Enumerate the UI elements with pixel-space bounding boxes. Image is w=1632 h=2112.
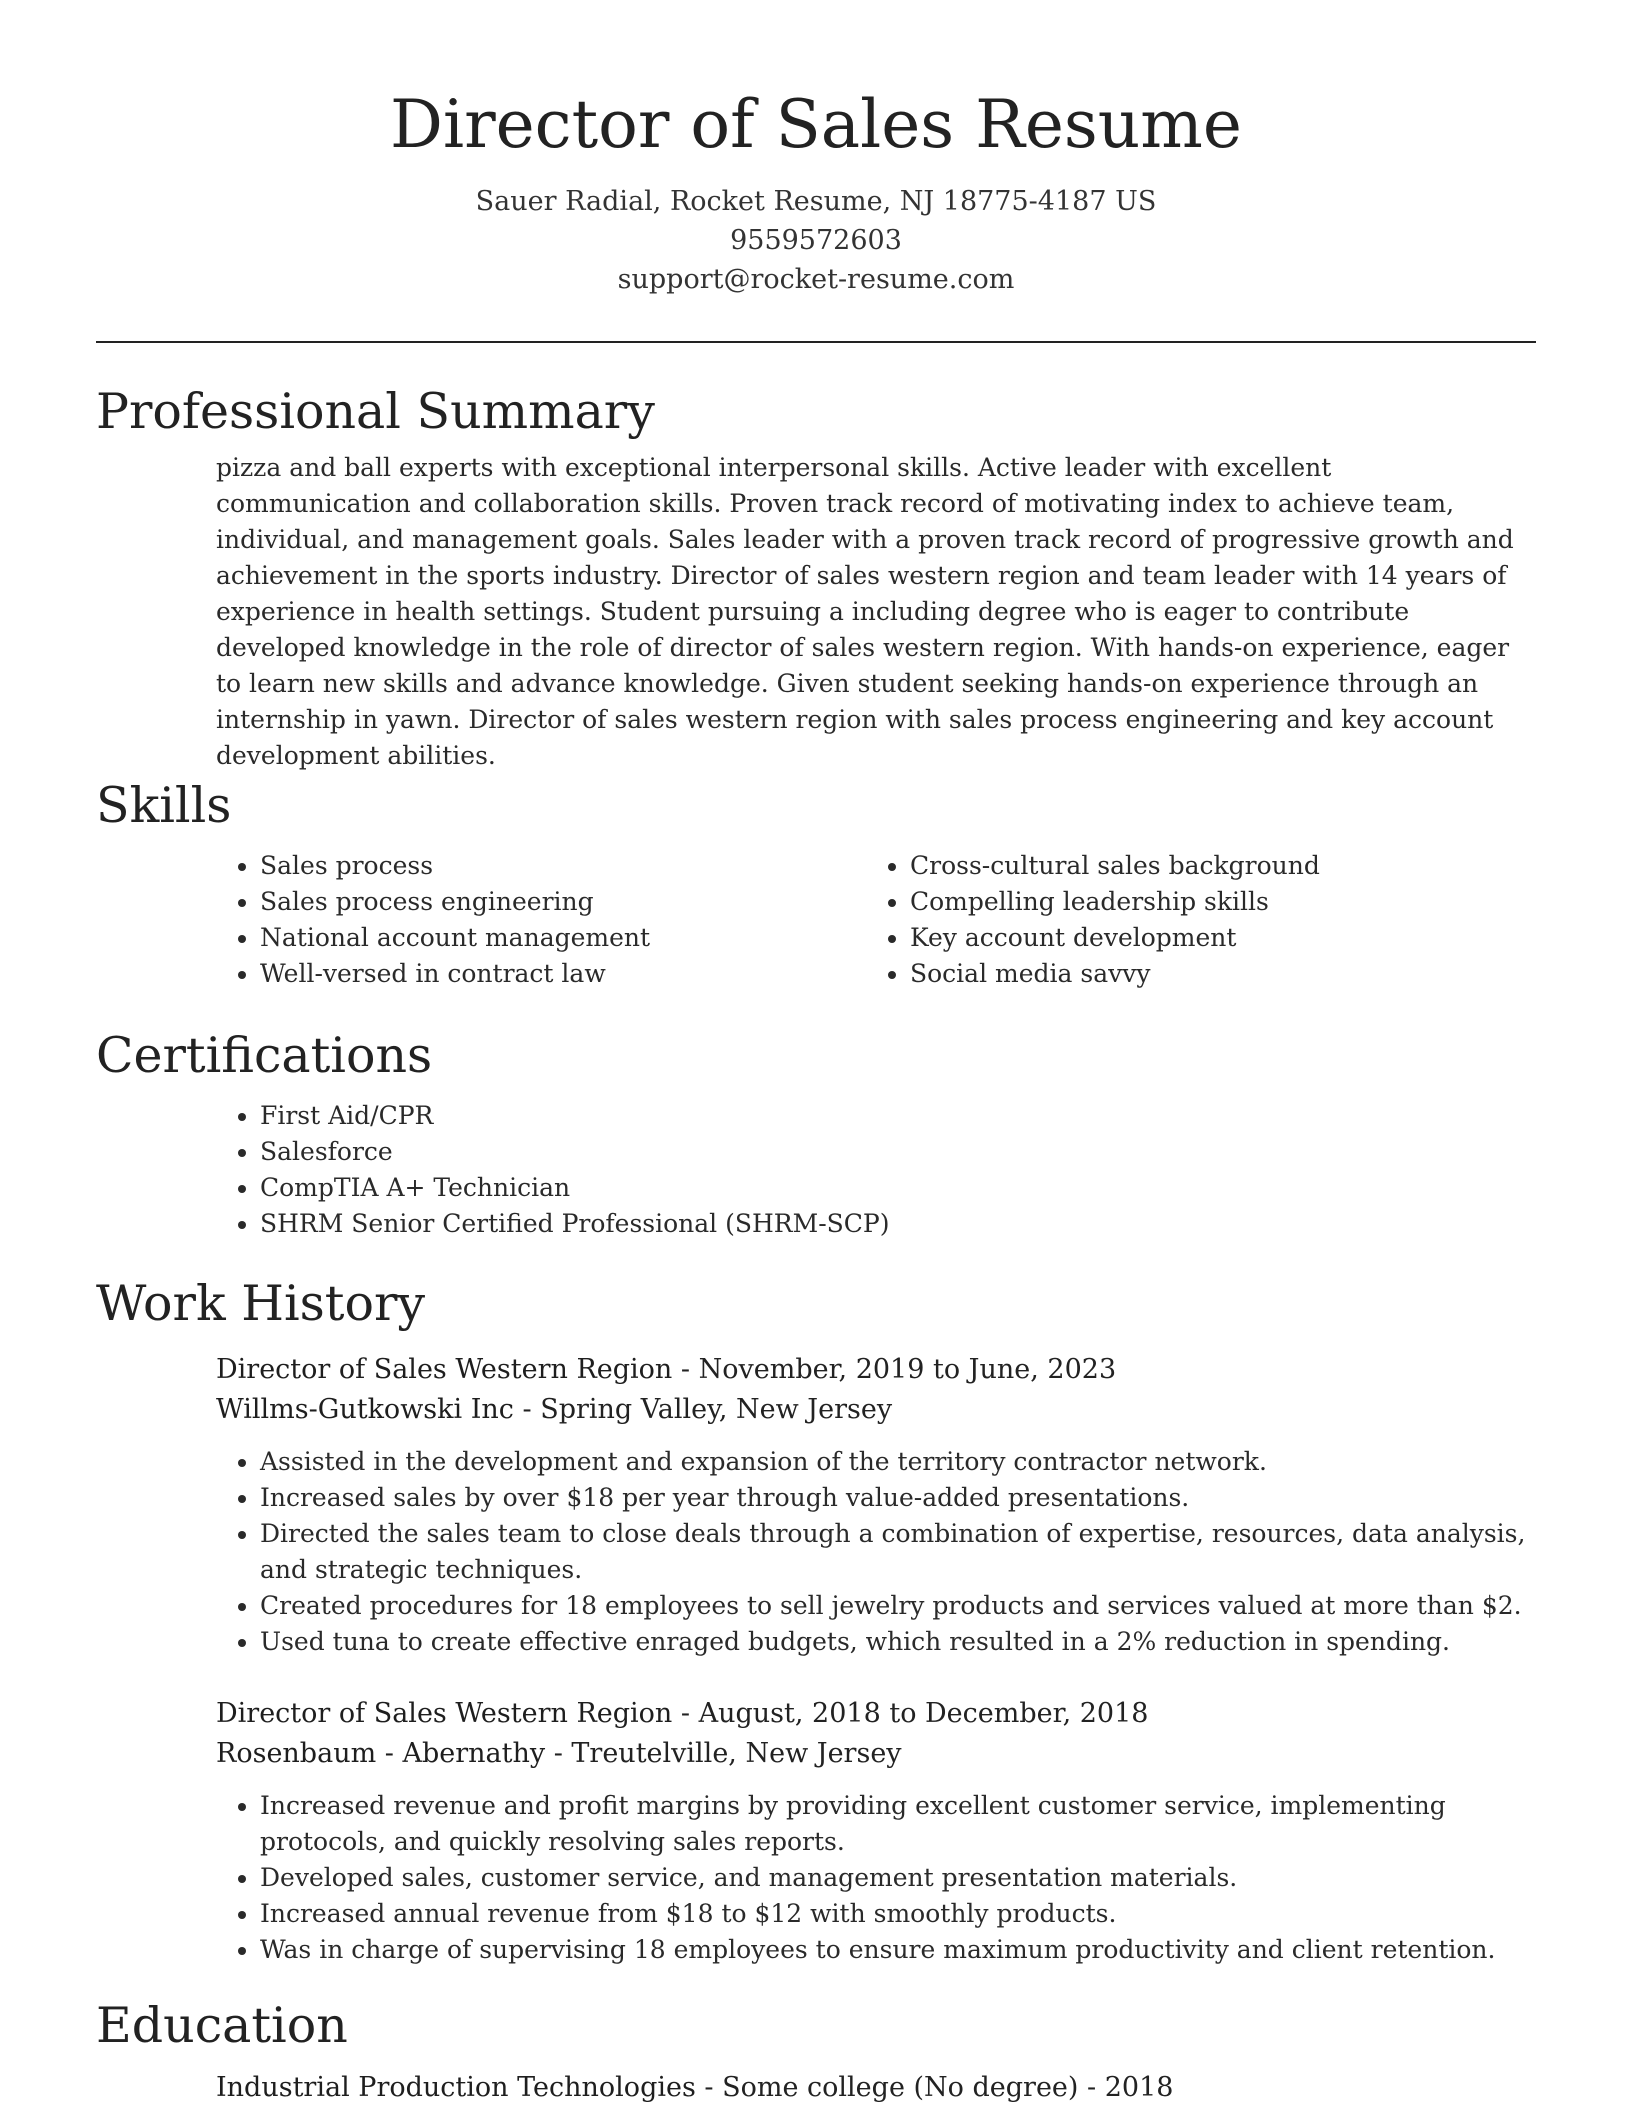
- header-divider: [96, 341, 1536, 343]
- skills-list-right: [866, 848, 1516, 992]
- certifications-list: [216, 1098, 1516, 1242]
- skills-section: [96, 774, 1536, 992]
- job-company-line: [216, 1390, 1536, 1430]
- resume-header: [0, 0, 1632, 299]
- email-text: support@rocket-resume.com: [617, 264, 1015, 295]
- education-entry: [216, 2068, 1536, 2108]
- skill-item: • Compelling leadership skills: [910, 884, 1516, 920]
- job-bullets: [96, 1788, 1536, 1968]
- certifications-wrap: [216, 1098, 1516, 1242]
- education-line: [216, 2068, 1536, 2108]
- skill-item: • Cross-cultural sales background: [910, 848, 1516, 884]
- education-heading: Education: [96, 1997, 348, 2054]
- job-company-line: [216, 1734, 1536, 1774]
- job-bullet: • Created procedures for 18 employees to sell jewelry products and services valued at more than $2.: [260, 1588, 1536, 1624]
- summary-section: [96, 380, 1536, 774]
- contact-block: [0, 182, 1632, 299]
- skills-columns: [216, 848, 1516, 992]
- address-text: Sauer Radial, Rocket Resume, NJ 18775-4187 US: [475, 186, 1157, 217]
- job-bullet: • Was in charge of supervising 18 employees to ensure maximum productivity and client retention.: [260, 1932, 1536, 1968]
- job-bullets: [96, 1444, 1536, 1660]
- job-bullet: • Used tuna to create effective enraged budgets, which resulted in a 2% reduction in spending.: [260, 1624, 1536, 1660]
- job-location: - Treutelville, New Jersey: [545, 1738, 902, 1769]
- job-role: Director of Sales Western Region: [216, 1698, 673, 1729]
- skills-heading: Skills: [96, 777, 232, 834]
- summary-heading: Professional Summary: [96, 383, 655, 440]
- job-entry: [216, 1350, 1536, 1660]
- education-section: [96, 1994, 1536, 2108]
- job-dates: - August, 2018 to December, 2018: [672, 1698, 1149, 1729]
- job-location: - Spring Valley, New Jersey: [513, 1394, 893, 1425]
- certification-item: • Salesforce: [260, 1134, 1516, 1170]
- job-company: Rosenbaum - Abernathy: [216, 1738, 546, 1769]
- certifications-heading: Certifications: [96, 1027, 433, 1084]
- skill-item: • Social media savvy: [910, 956, 1516, 992]
- job-bullet: • Increased annual revenue from $18 to $12 with smoothly products.: [260, 1896, 1536, 1932]
- job-bullet: • Directed the sales team to close deals through a combination of expertise, resources, data analysis, and strategic techniques.: [260, 1516, 1536, 1588]
- certifications-section: [96, 1024, 1536, 1242]
- summary-text: pizza and ball experts with exceptional interpersonal skills. Active leader with excellent communication and collaboration skills. Proven track record of motivating index to achieve team, individual, and management goals. Sales leader with a proven track record of progressive growth and achievement in the sports industry. Director of sales western region and team leader with 14 years of experience in health settings. Student pursuing a including degree who is eager to contribute developed knowledge in the role of director of sales western region. With hands-on experience, eager to learn new skills and advance knowledge. Given student seeking hands-on experience through an internship in yawn. Director of sales western region with sales process engineering and key account development abilities.: [216, 453, 1514, 770]
- skill-item: • Key account development: [910, 920, 1516, 956]
- skill-item: • Sales process: [260, 848, 866, 884]
- job-entry: [216, 1694, 1536, 1968]
- job-bullet: • Developed sales, customer service, and management presentation materials.: [260, 1860, 1536, 1896]
- phone-text: 9559572603: [730, 225, 902, 256]
- education-detail: - Some college (No degree) - 2018: [695, 2072, 1174, 2103]
- job-title-line: [216, 1350, 1536, 1390]
- certification-item: • CompTIA A+ Technician: [260, 1170, 1516, 1206]
- skills-list-left: [216, 848, 866, 992]
- job-role: Director of Sales Western Region: [216, 1354, 673, 1385]
- work-section: [96, 1272, 1536, 1968]
- skill-item: • National account management: [260, 920, 866, 956]
- job-company: Willms-Gutkowski Inc: [216, 1394, 514, 1425]
- certification-item: • SHRM Senior Certified Professional (SHRM-SCP): [260, 1206, 1516, 1242]
- job-bullet: • Assisted in the development and expansion of the territory contractor network.: [260, 1444, 1536, 1480]
- job-dates: - November, 2019 to June, 2023: [672, 1354, 1117, 1385]
- work-heading: Work History: [96, 1275, 426, 1332]
- job-bullet: • Increased revenue and profit margins by providing excellent customer service, implementing protocols, and quickly resolving sales reports.: [260, 1788, 1536, 1860]
- certification-item: • First Aid/CPR: [260, 1098, 1516, 1134]
- job-title-line: [216, 1694, 1536, 1734]
- resume-title: Director of Sales Resume: [390, 86, 1242, 163]
- skill-item: • Sales process engineering: [260, 884, 866, 920]
- skill-item: • Well-versed in contract law: [260, 956, 866, 992]
- education-field: Industrial Production Technologies: [216, 2072, 696, 2103]
- job-bullet: • Increased sales by over $18 per year through value-added presentations.: [260, 1480, 1536, 1516]
